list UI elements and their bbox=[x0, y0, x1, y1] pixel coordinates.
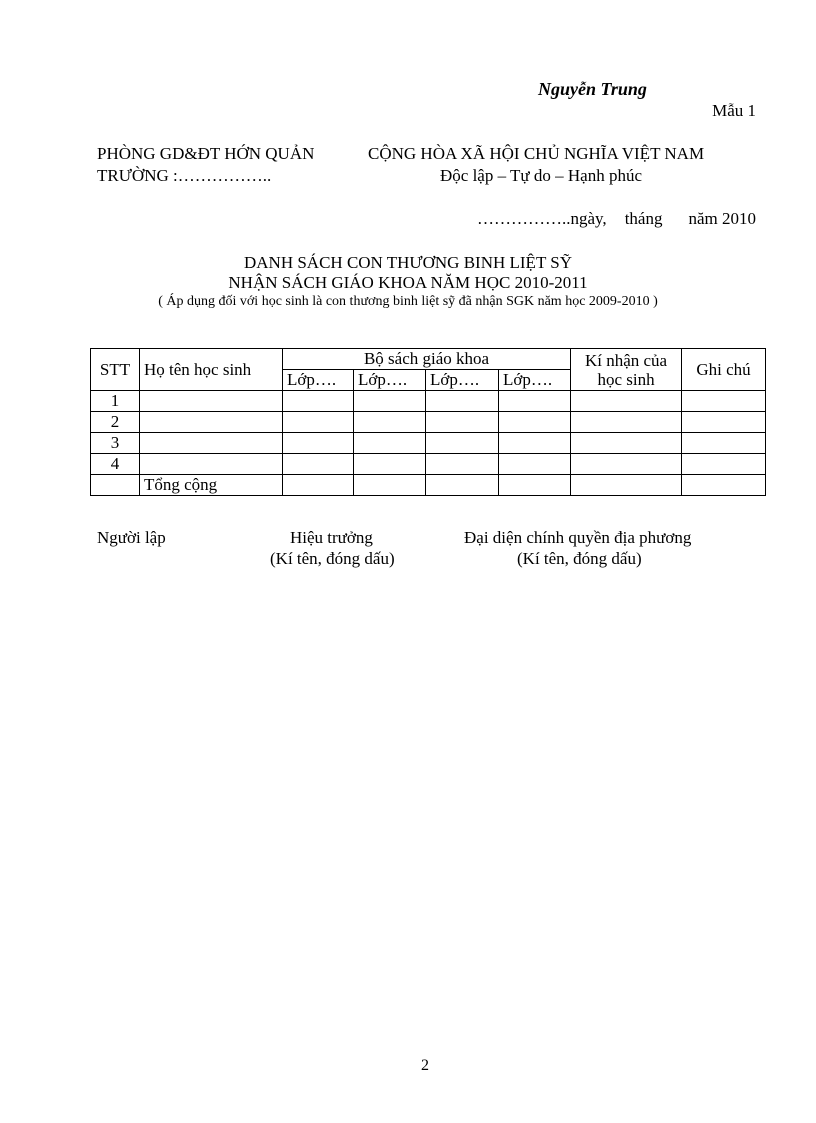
student-table bbox=[90, 348, 766, 496]
header-grade-1: Lớp…. bbox=[283, 370, 354, 391]
cell bbox=[426, 454, 499, 475]
date-day: ……………..ngày, bbox=[476, 209, 607, 228]
row-number: 3 bbox=[91, 433, 140, 454]
cell bbox=[283, 433, 354, 454]
cell bbox=[91, 475, 140, 496]
cell bbox=[354, 454, 426, 475]
cell bbox=[571, 475, 682, 496]
cell bbox=[682, 475, 766, 496]
cell bbox=[499, 412, 571, 433]
table-row bbox=[91, 433, 766, 454]
cell bbox=[499, 454, 571, 475]
row-number: 1 bbox=[91, 391, 140, 412]
document-title-note: ( Áp dụng đối với học sinh là con thương binh liệt sỹ đã nhận SGK năm học 2009-2010 ) bbox=[158, 294, 658, 309]
nation-title: CỘNG HÒA XÃ HỘI CHỦ NGHĨA VIỆT NAM bbox=[368, 144, 705, 163]
row-number: 2 bbox=[91, 412, 140, 433]
cell bbox=[426, 391, 499, 412]
national-motto: Độc lập – Tự do – Hạnh phúc bbox=[440, 166, 642, 185]
document-title-line1: DANH SÁCH CON THƯƠNG BINH LIỆT SỸ bbox=[243, 253, 572, 272]
cell bbox=[426, 433, 499, 454]
date-month: tháng bbox=[624, 209, 663, 228]
signature-authority: Đại diện chính quyền địa phương bbox=[464, 528, 692, 547]
org-department: PHÒNG GD&ĐT HỚN QUẢN bbox=[97, 144, 315, 163]
form-number: Mẫu 1 bbox=[712, 101, 756, 120]
cell bbox=[571, 454, 682, 475]
header-student-name: Họ tên học sinh bbox=[140, 349, 283, 391]
header-textbooks: Bộ sách giáo khoa bbox=[283, 349, 571, 370]
table-header-row bbox=[91, 349, 766, 370]
cell bbox=[140, 433, 283, 454]
header-grade-3: Lớp…. bbox=[426, 370, 499, 391]
document-title-line2: NHẬN SÁCH GIÁO KHOA NĂM HỌC 2010-2011 bbox=[228, 273, 588, 292]
table-row bbox=[91, 412, 766, 433]
header-grade-4: Lớp…. bbox=[499, 370, 571, 391]
cell bbox=[682, 454, 766, 475]
cell bbox=[426, 475, 499, 496]
page-number: 2 bbox=[421, 1057, 429, 1074]
cell bbox=[571, 412, 682, 433]
total-label: Tổng cộng bbox=[140, 475, 283, 496]
cell bbox=[354, 475, 426, 496]
cell bbox=[354, 391, 426, 412]
cell bbox=[571, 391, 682, 412]
date-year: năm 2010 bbox=[688, 209, 756, 228]
table-row bbox=[91, 454, 766, 475]
signature-authority-note: (Kí tên, đóng dấu) bbox=[517, 549, 642, 568]
date-line bbox=[477, 209, 756, 229]
cell bbox=[354, 433, 426, 454]
cell bbox=[499, 391, 571, 412]
header-note: Ghi chú bbox=[682, 349, 766, 391]
org-school: TRƯỜNG :…………….. bbox=[97, 166, 272, 185]
cell bbox=[682, 391, 766, 412]
cell bbox=[499, 433, 571, 454]
cell bbox=[283, 412, 354, 433]
signature-principal-note: (Kí tên, đóng dấu) bbox=[270, 549, 395, 568]
cell bbox=[140, 412, 283, 433]
cell bbox=[283, 391, 354, 412]
table-row bbox=[91, 391, 766, 412]
table-total-row bbox=[91, 475, 766, 496]
cell bbox=[140, 454, 283, 475]
row-number: 4 bbox=[91, 454, 140, 475]
cell bbox=[354, 412, 426, 433]
cell bbox=[283, 454, 354, 475]
signature-principal: Hiệu trưởng bbox=[290, 528, 373, 547]
cell bbox=[140, 391, 283, 412]
cell bbox=[426, 412, 499, 433]
header-grade-2: Lớp…. bbox=[354, 370, 426, 391]
header-stt: STT bbox=[91, 349, 140, 391]
author-name: Nguyễn Trung bbox=[538, 79, 647, 99]
cell bbox=[499, 475, 571, 496]
cell bbox=[682, 412, 766, 433]
cell bbox=[283, 475, 354, 496]
cell bbox=[682, 433, 766, 454]
signature-preparer: Người lập bbox=[97, 528, 166, 547]
header-student-signature: Kí nhận của học sinh bbox=[571, 349, 682, 391]
cell bbox=[571, 433, 682, 454]
